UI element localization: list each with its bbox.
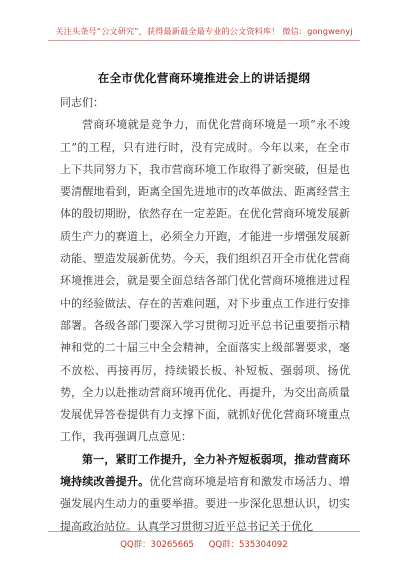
footer-divider (48, 531, 360, 532)
salutation: 同志们： (60, 96, 104, 109)
header-promo-note: 关注头条号“公文研究”，获得最新最全最专业的公文资料库！ 微信：gongwenyj (55, 26, 353, 36)
paragraph-first-point (60, 449, 350, 538)
paragraph-intro: 营商环境就是竞争力，而优化营商环境是一项“永不竣工”的工程，只有进行时，没有完成时。今年以来，在全市上下共同努力下，我市营商环境工作取得了新突破，但是也要清醒地看到，距离全国先进地市的改革做法、距离经营主体的殷切期盼，依然存在一定差距。在优化营商环境发展新质生产力的赛道上，必须全力开跑，才能进一步增强发展新动能、塑造发展新优势。今天，我们组织召开全市优化营商环境推进会，就是要全面总结各部门优化营商环境推进过程中的经验做法、存在的苦难问题，对下步重点工作进行安排部署。各级各部门要深入学习贯彻习近平总书记重要指示精神和党的二十届三中全会精神，全面落实上级部署要求，毫不放松、再接再厉，持续锻长板、补短板、强弱项、扬优势，全力以赴推动营商环境再优化、再提升，为交出高质量发展优异答卷提供有力支撑下面，就抓好优化营商环境重点工作，我再强调几点意见： (60, 118, 350, 444)
footer-qq-group-1: QQ群：30265665 (120, 540, 194, 550)
document-body (60, 92, 350, 538)
document-title: 在全市优化营商环境推进会上的讲话提纲 (97, 71, 311, 85)
footer-contacts (0, 538, 408, 550)
header-divider (48, 40, 360, 41)
first-point-heading: 第一，紧盯工作提升，全力补齐短板弱项，推动营商环境持续改善提升。 (60, 452, 350, 489)
footer-qq-group-2: QQ群：535304092 (208, 540, 288, 550)
first-point-text: 优化营商环境是培育和激发市场活力、增强发展内生动力的重要举措。要进一步深化思想认识，切实提高政治站位。认真学习贯彻习近平总书记关于优化 (60, 475, 350, 533)
